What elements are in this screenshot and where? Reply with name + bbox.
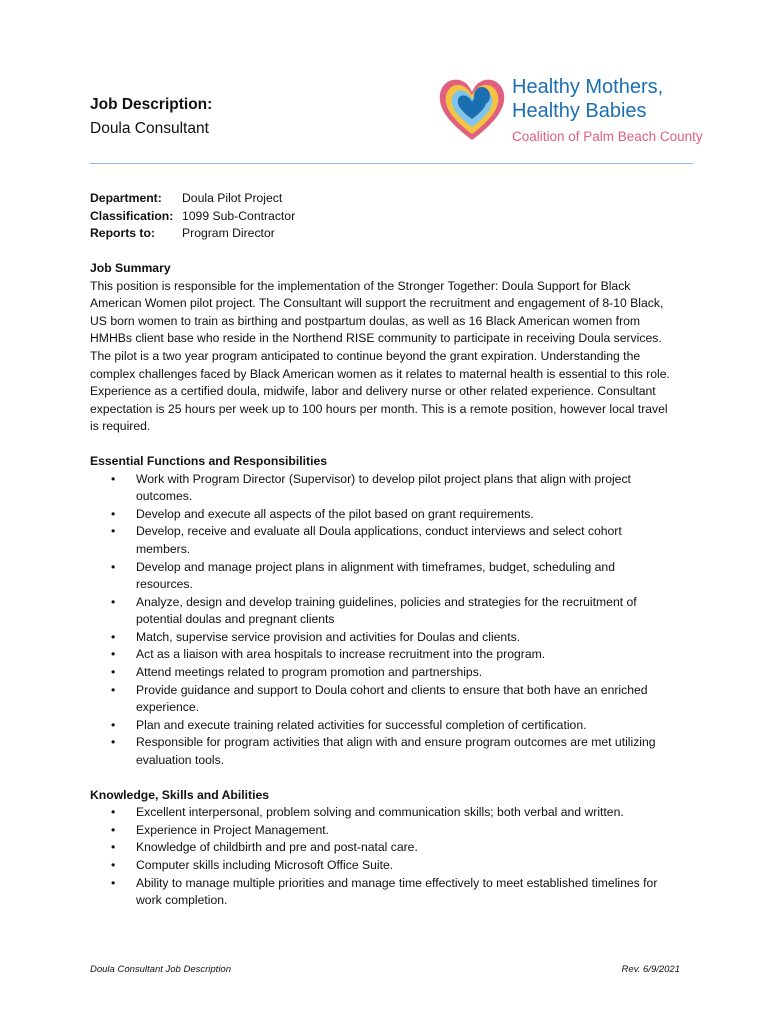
list-item: • Develop and execute all aspects of the pilot based on grant requirements. <box>136 506 675 524</box>
logo-line-3: Coalition of Palm Beach County <box>512 129 703 144</box>
position-title: Doula Consultant <box>90 120 209 137</box>
list-item: • Knowledge of childbirth and pre and post-natal care. <box>136 839 675 857</box>
list-item: • Computer skills including Microsoft Office Suite. <box>136 857 675 875</box>
department-value: Doula Pilot Project <box>182 191 283 205</box>
department-label: Department: <box>90 191 162 205</box>
list-item: • Excellent interpersonal, problem solving and communication skills; both verbal and written. <box>136 804 675 822</box>
skills-heading: Knowledge, Skills and Abilities <box>90 787 270 802</box>
list-item: • Provide guidance and support to Doula cohort and clients to ensure that both have an enriched experience. <box>136 682 675 717</box>
list-item: • Responsible for program activities that align with and ensure program outcomes are met utilizing evaluation tools. <box>136 734 675 769</box>
heart-logo-icon <box>436 74 508 146</box>
skills-list <box>90 804 675 910</box>
header-divider <box>90 163 693 164</box>
classification-value: 1099 Sub-Contractor <box>182 208 296 223</box>
list-item: • Develop and manage project plans in alignment with timeframes, budget, scheduling and resources. <box>136 559 675 594</box>
essential-functions-heading: Essential Functions and Responsibilities <box>90 453 328 468</box>
reports-to-value: Program Director <box>182 226 275 240</box>
job-meta <box>90 190 295 243</box>
list-item: • Act as a liaison with area hospitals to increase recruitment into the program. <box>136 646 675 664</box>
document-body <box>90 260 675 927</box>
footer-document-name: Doula Consultant Job Description <box>90 964 231 975</box>
list-item: • Match, supervise service provision and activities for Doulas and clients. <box>136 629 675 647</box>
list-item: • Attend meetings related to program promotion and partnerships. <box>136 664 675 682</box>
list-item: • Experience in Project Management. <box>136 822 675 840</box>
job-summary-text: This position is responsible for the implementation of the Stronger Together: Doula Support for Black American Women pilot project. The Consultant will support the recruitment and engagement of 8-10 Black, US born women to train as birthing and postpartum doulas, as well as 16 Black American women from HMHBs client base who reside in the Northend RISE community to participate in receiving Doula services. The pilot is a two year program anticipated to continue beyond the grant expiration. Understanding the complex challenges faced by Black American women as it relates to maternal health is essential to this role. Experience as a certified doula, midwife, labor and delivery nurse or other related experience. Consultant expectation is 25 hours per week up to 100 hours per month. This is a remote position, however local travel is required. <box>90 278 670 434</box>
reports-to-row <box>90 225 295 243</box>
classification-row <box>90 208 295 226</box>
logo-line-2: Healthy Babies <box>512 100 647 122</box>
department-row <box>90 190 295 208</box>
document-title: Job Description: <box>90 96 213 113</box>
job-summary-heading: Job Summary <box>90 261 171 275</box>
logo-line-1: Healthy Mothers, <box>512 76 664 98</box>
classification-label: Classification: <box>90 208 174 223</box>
list-item: • Plan and execute training related activities for successful completion of certification. <box>136 717 675 735</box>
list-item: • Develop, receive and evaluate all Doula applications, conduct interviews and select cohort members. <box>136 523 675 558</box>
list-item: • Analyze, design and develop training guidelines, policies and strategies for the recruitment of potential doulas and pregnant clients <box>136 594 675 629</box>
title-block <box>90 96 212 138</box>
essential-functions-list <box>90 471 675 770</box>
footer-revision-date: Rev. 6/9/2021 <box>621 964 680 975</box>
list-item: • Ability to manage multiple priorities and manage time effectively to meet established timelines for work completion. <box>136 875 675 910</box>
reports-to-label: Reports to: <box>90 226 155 240</box>
organization-logo <box>436 74 706 154</box>
list-item: • Work with Program Director (Supervisor) to develop pilot project plans that align with project outcomes. <box>136 471 675 506</box>
